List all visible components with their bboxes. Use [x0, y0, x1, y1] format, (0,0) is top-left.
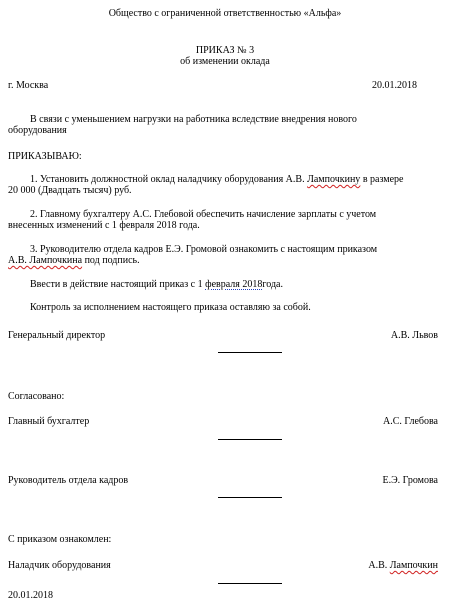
item-3-rest: под подпись.	[82, 255, 140, 266]
item-1-line-2: 20 000 (Двадцать тысяч) руб.	[8, 185, 132, 196]
item-2-line-1: 2. Главному бухгалтеру А.С. Глебовой обеспечить начисление зарплаты с учетом	[30, 209, 377, 220]
item-2-line-2: внесенных изменений с 1 февраля 2018 года.	[8, 220, 200, 231]
item-4	[30, 279, 283, 291]
city: г. Москва	[8, 80, 49, 91]
spellcheck-surname: Лампочкин	[389, 560, 438, 571]
orders-heading: ПРИКАЗЫВАЮ:	[8, 151, 82, 162]
hr-title: Руководитель отдела кадров	[8, 475, 129, 486]
director-title: Генеральный директор	[8, 330, 106, 341]
accountant-signature-line	[218, 439, 282, 440]
item-5: Контроль за исполнением настоящего приказа оставляю за собой.	[30, 302, 311, 313]
item-4-text: Ввести в действие настоящий приказ с 1	[30, 279, 206, 290]
company-name: Общество с ограниченной ответственностью «Альфа»	[108, 8, 342, 19]
spellcheck-name: А.В. Лампочкина	[8, 255, 83, 266]
director-signature-line	[218, 352, 282, 353]
adjuster-initials: А.В.	[368, 560, 390, 571]
grammar-mark: февраля 2018	[205, 279, 263, 290]
agreed-heading: Согласовано:	[8, 391, 65, 402]
item-3-line-2	[8, 255, 140, 267]
item-1-text-end: в размере	[360, 174, 404, 185]
hr-signature-line	[218, 497, 282, 498]
item-3-line-1: 3. Руководителю отдела кадров Е.Э. Громовой ознакомить с настоящим приказом	[30, 244, 378, 255]
final-date: 20.01.2018	[8, 590, 53, 601]
director-name: А.В. Львов	[390, 330, 438, 341]
item-4-end: года.	[262, 279, 283, 290]
order-subtitle: об изменении оклада	[180, 56, 270, 67]
accountant-title: Главный бухгалтер	[8, 416, 90, 427]
order-title: ПРИКАЗ № 3	[195, 45, 255, 56]
acquainted-heading: С приказом ознакомлен:	[8, 534, 112, 545]
adjuster-name	[368, 560, 438, 572]
accountant-name: А.С. Глебова	[383, 416, 438, 427]
spellcheck-word: Лампочкину	[307, 174, 361, 185]
item-1-text: 1. Установить должностной оклад наладчику оборудования А.В.	[30, 174, 308, 185]
preamble-line-2: оборудования	[8, 125, 67, 136]
hr-name: Е.Э. Громова	[382, 475, 438, 486]
preamble-line-1: В связи с уменьшением нагрузки на работника вследствие внедрения нового	[30, 114, 357, 125]
adjuster-signature-line	[218, 583, 282, 584]
adjuster-title: Наладчик оборудования	[8, 560, 111, 571]
order-date: 20.01.2018	[372, 80, 417, 91]
